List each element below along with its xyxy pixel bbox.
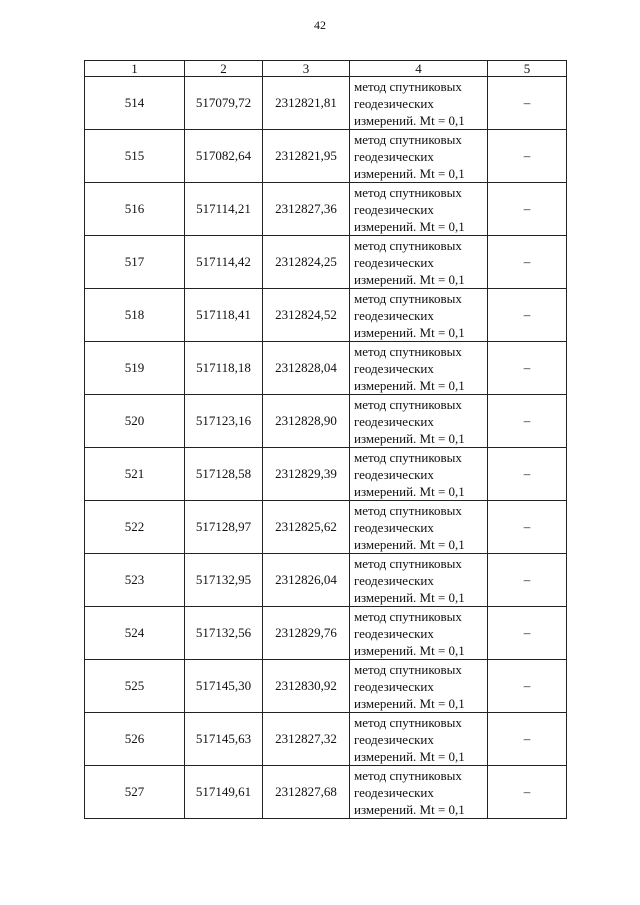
y-coordinate-cell: 2312826,04 — [263, 554, 350, 607]
method-cell — [350, 660, 488, 713]
method-line: измерений. Mt = 0,1 — [354, 112, 465, 128]
x-coordinate-cell: 517145,30 — [185, 660, 263, 713]
method-line: измерений. Mt = 0,1 — [354, 589, 465, 605]
point-number-cell: 516 — [85, 183, 185, 236]
method-line: метод спутниковых — [354, 237, 462, 253]
table-row — [85, 183, 567, 236]
y-coordinate-cell: 2312828,04 — [263, 342, 350, 395]
method-cell — [350, 501, 488, 554]
table-row — [85, 607, 567, 660]
note-cell: – — [488, 554, 567, 607]
method-line: метод спутниковых — [354, 396, 462, 412]
y-coordinate-cell: 2312829,39 — [263, 448, 350, 501]
method-cell — [350, 236, 488, 289]
method-line: измерений. Mt = 0,1 — [354, 430, 465, 446]
method-cell — [350, 554, 488, 607]
method-line: метод спутниковых — [354, 714, 462, 730]
point-number-cell: 523 — [85, 554, 185, 607]
method-cell — [350, 607, 488, 660]
x-coordinate-cell: 517128,97 — [185, 501, 263, 554]
y-coordinate-cell: 2312825,62 — [263, 501, 350, 554]
header-cell-3: 3 — [263, 61, 350, 77]
note-cell: – — [488, 236, 567, 289]
y-coordinate-cell: 2312821,95 — [263, 130, 350, 183]
method-line: метод спутниковых — [354, 131, 462, 147]
method-line: метод спутниковых — [354, 184, 462, 200]
table-row — [85, 130, 567, 183]
table-row — [85, 448, 567, 501]
x-coordinate-cell: 517082,64 — [185, 130, 263, 183]
method-cell — [350, 395, 488, 448]
method-cell — [350, 766, 488, 819]
x-coordinate-cell: 517079,72 — [185, 77, 263, 130]
coordinates-table — [84, 60, 567, 819]
table-row — [85, 554, 567, 607]
note-cell: – — [488, 501, 567, 554]
point-number-cell: 527 — [85, 766, 185, 819]
method-line: измерений. Mt = 0,1 — [354, 324, 465, 340]
point-number-cell: 520 — [85, 395, 185, 448]
y-coordinate-cell: 2312827,32 — [263, 713, 350, 766]
method-line: метод спутниковых — [354, 661, 462, 677]
method-line: метод спутниковых — [354, 78, 462, 94]
method-line: измерений. Mt = 0,1 — [354, 536, 465, 552]
method-cell — [350, 130, 488, 183]
x-coordinate-cell: 517114,21 — [185, 183, 263, 236]
note-cell: – — [488, 395, 567, 448]
method-cell — [350, 183, 488, 236]
point-number-cell: 515 — [85, 130, 185, 183]
note-cell: – — [488, 713, 567, 766]
note-cell: – — [488, 183, 567, 236]
note-cell: – — [488, 77, 567, 130]
x-coordinate-cell: 517123,16 — [185, 395, 263, 448]
x-coordinate-cell: 517132,95 — [185, 554, 263, 607]
x-coordinate-cell: 517149,61 — [185, 766, 263, 819]
y-coordinate-cell: 2312824,52 — [263, 289, 350, 342]
method-line: измерений. Mt = 0,1 — [354, 377, 465, 393]
method-line: геодезических — [354, 519, 434, 535]
page-number: 42 — [314, 18, 326, 32]
method-line: метод спутниковых — [354, 290, 462, 306]
y-coordinate-cell: 2312824,25 — [263, 236, 350, 289]
y-coordinate-cell: 2312821,81 — [263, 77, 350, 130]
method-line: измерений. Mt = 0,1 — [354, 483, 465, 499]
point-number-cell: 514 — [85, 77, 185, 130]
header-cell-4: 4 — [350, 61, 488, 77]
note-cell: – — [488, 448, 567, 501]
note-cell: – — [488, 660, 567, 713]
table-row — [85, 766, 567, 819]
table-row — [85, 660, 567, 713]
header-cell-1: 1 — [85, 61, 185, 77]
point-number-cell: 522 — [85, 501, 185, 554]
point-number-cell: 525 — [85, 660, 185, 713]
method-line: метод спутниковых — [354, 555, 462, 571]
method-line: геодезических — [354, 572, 434, 588]
table-row — [85, 289, 567, 342]
table-row — [85, 713, 567, 766]
table-row — [85, 236, 567, 289]
x-coordinate-cell: 517132,56 — [185, 607, 263, 660]
method-line: геодезических — [354, 307, 434, 323]
table-row — [85, 77, 567, 130]
x-coordinate-cell: 517114,42 — [185, 236, 263, 289]
table-body — [85, 77, 567, 819]
method-line: геодезических — [354, 625, 434, 641]
method-line: измерений. Mt = 0,1 — [354, 695, 465, 711]
note-cell: – — [488, 342, 567, 395]
method-line: измерений. Mt = 0,1 — [354, 165, 465, 181]
method-line: измерений. Mt = 0,1 — [354, 642, 465, 658]
table-row — [85, 395, 567, 448]
method-line: метод спутниковых — [354, 343, 462, 359]
note-cell: – — [488, 289, 567, 342]
header-cell-5: 5 — [488, 61, 567, 77]
method-line: измерений. Mt = 0,1 — [354, 748, 465, 764]
method-line: геодезических — [354, 466, 434, 482]
header-row — [85, 61, 567, 77]
method-cell — [350, 342, 488, 395]
x-coordinate-cell: 517118,41 — [185, 289, 263, 342]
method-line: метод спутниковых — [354, 608, 462, 624]
method-cell — [350, 289, 488, 342]
note-cell: – — [488, 766, 567, 819]
table-row — [85, 501, 567, 554]
method-line: измерений. Mt = 0,1 — [354, 271, 465, 287]
method-cell — [350, 448, 488, 501]
method-line: геодезических — [354, 254, 434, 270]
method-line: геодезических — [354, 201, 434, 217]
method-cell — [350, 713, 488, 766]
method-line: метод спутниковых — [354, 502, 462, 518]
method-line: геодезических — [354, 678, 434, 694]
point-number-cell: 519 — [85, 342, 185, 395]
y-coordinate-cell: 2312830,92 — [263, 660, 350, 713]
method-line: геодезических — [354, 784, 434, 800]
x-coordinate-cell: 517128,58 — [185, 448, 263, 501]
point-number-cell: 517 — [85, 236, 185, 289]
x-coordinate-cell: 517118,18 — [185, 342, 263, 395]
method-line: геодезических — [354, 148, 434, 164]
method-line: метод спутниковых — [354, 767, 462, 783]
method-line: геодезических — [354, 95, 434, 111]
method-line: измерений. Mt = 0,1 — [354, 801, 465, 817]
y-coordinate-cell: 2312828,90 — [263, 395, 350, 448]
method-cell — [350, 77, 488, 130]
y-coordinate-cell: 2312829,76 — [263, 607, 350, 660]
header-cell-2: 2 — [185, 61, 263, 77]
y-coordinate-cell: 2312827,68 — [263, 766, 350, 819]
method-line: метод спутниковых — [354, 449, 462, 465]
point-number-cell: 526 — [85, 713, 185, 766]
x-coordinate-cell: 517145,63 — [185, 713, 263, 766]
point-number-cell: 521 — [85, 448, 185, 501]
note-cell: – — [488, 130, 567, 183]
table-row — [85, 342, 567, 395]
point-number-cell: 518 — [85, 289, 185, 342]
method-line: геодезических — [354, 360, 434, 376]
note-cell: – — [488, 607, 567, 660]
y-coordinate-cell: 2312827,36 — [263, 183, 350, 236]
method-line: измерений. Mt = 0,1 — [354, 218, 465, 234]
point-number-cell: 524 — [85, 607, 185, 660]
method-line: геодезических — [354, 413, 434, 429]
method-line: геодезических — [354, 731, 434, 747]
